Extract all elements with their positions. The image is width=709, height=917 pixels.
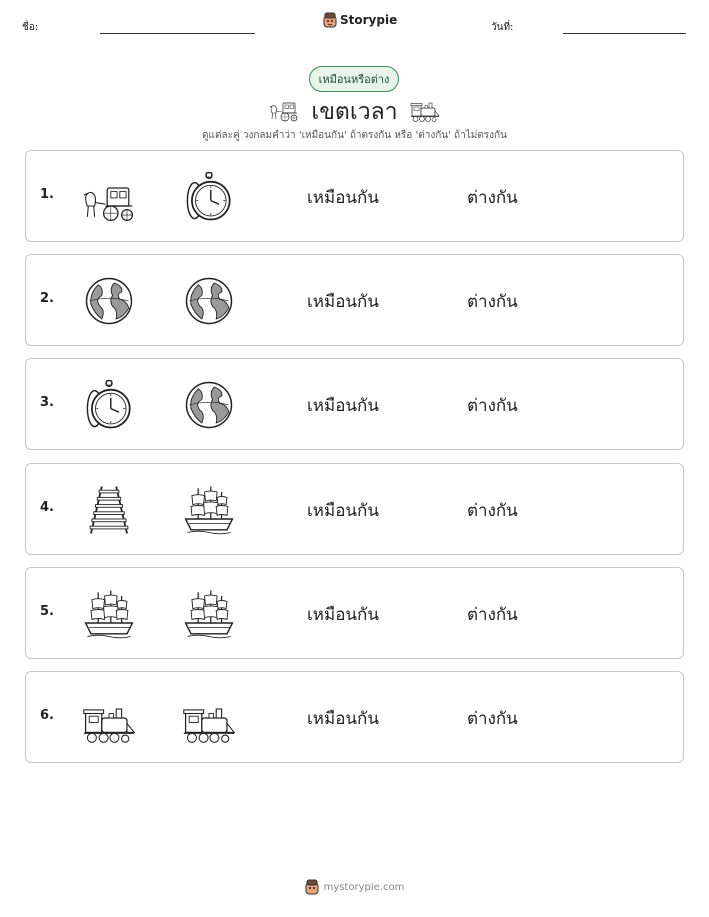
storypie-logo-icon — [323, 12, 337, 28]
question-number: 2. — [40, 291, 54, 306]
horse-carriage-icon — [269, 101, 299, 123]
title-row — [0, 94, 709, 130]
question-row — [25, 150, 684, 242]
question-row — [25, 567, 684, 659]
name-label: ชื่อ: — [22, 22, 39, 33]
date-label: วันที่: — [491, 22, 514, 33]
pocket-watch-icon — [181, 170, 237, 224]
steam-train-icon — [181, 691, 237, 745]
question-row — [25, 463, 684, 555]
globe-icon — [181, 378, 237, 432]
question-number: 6. — [40, 708, 54, 723]
horse-carriage-icon — [81, 170, 137, 224]
name-line[interactable] — [100, 33, 255, 34]
same-option[interactable]: เหมือนกัน — [307, 396, 379, 416]
same-option[interactable]: เหมือนกัน — [307, 709, 379, 729]
brand — [323, 12, 397, 28]
brand-name: Storypie — [340, 13, 398, 27]
question-row — [25, 358, 684, 450]
page-title: เขตเวลา — [311, 99, 398, 125]
worksheet-badge: เหมือนหรือต่าง — [309, 66, 399, 92]
sailing-ship-icon — [181, 483, 237, 537]
question-number: 4. — [40, 500, 54, 515]
globe-icon — [181, 274, 237, 328]
question-number: 1. — [40, 187, 54, 202]
steam-train-icon — [81, 691, 137, 745]
footer-site: mystorypie.com — [323, 881, 405, 893]
same-option[interactable]: เหมือนกัน — [307, 605, 379, 625]
different-option[interactable]: ต่างกัน — [467, 292, 518, 312]
instructions: ดูแต่ละคู่ วงกลมคำว่า 'เหมือนกัน' ถ้าตรงกัน หรือ 'ต่างกัน' ถ้าไม่ตรงกัน — [202, 130, 507, 141]
different-option[interactable]: ต่างกัน — [467, 188, 518, 208]
sailing-ship-icon — [181, 587, 237, 641]
same-option[interactable]: เหมือนกัน — [307, 501, 379, 521]
pocket-watch-icon — [81, 378, 137, 432]
sailing-ship-icon — [81, 587, 137, 641]
footer — [0, 879, 709, 895]
globe-icon — [81, 274, 137, 328]
date-line[interactable] — [563, 33, 686, 34]
question-row — [25, 254, 684, 346]
same-option[interactable]: เหมือนกัน — [307, 188, 379, 208]
question-row — [25, 671, 684, 763]
question-number: 5. — [40, 604, 54, 619]
different-option[interactable]: ต่างกัน — [467, 709, 518, 729]
railroad-track-icon — [81, 483, 137, 537]
question-number: 3. — [40, 395, 54, 410]
different-option[interactable]: ต่างกัน — [467, 605, 518, 625]
steam-train-icon — [410, 101, 440, 123]
different-option[interactable]: ต่างกัน — [467, 501, 518, 521]
storypie-logo-icon — [305, 879, 319, 895]
same-option[interactable]: เหมือนกัน — [307, 292, 379, 312]
different-option[interactable]: ต่างกัน — [467, 396, 518, 416]
